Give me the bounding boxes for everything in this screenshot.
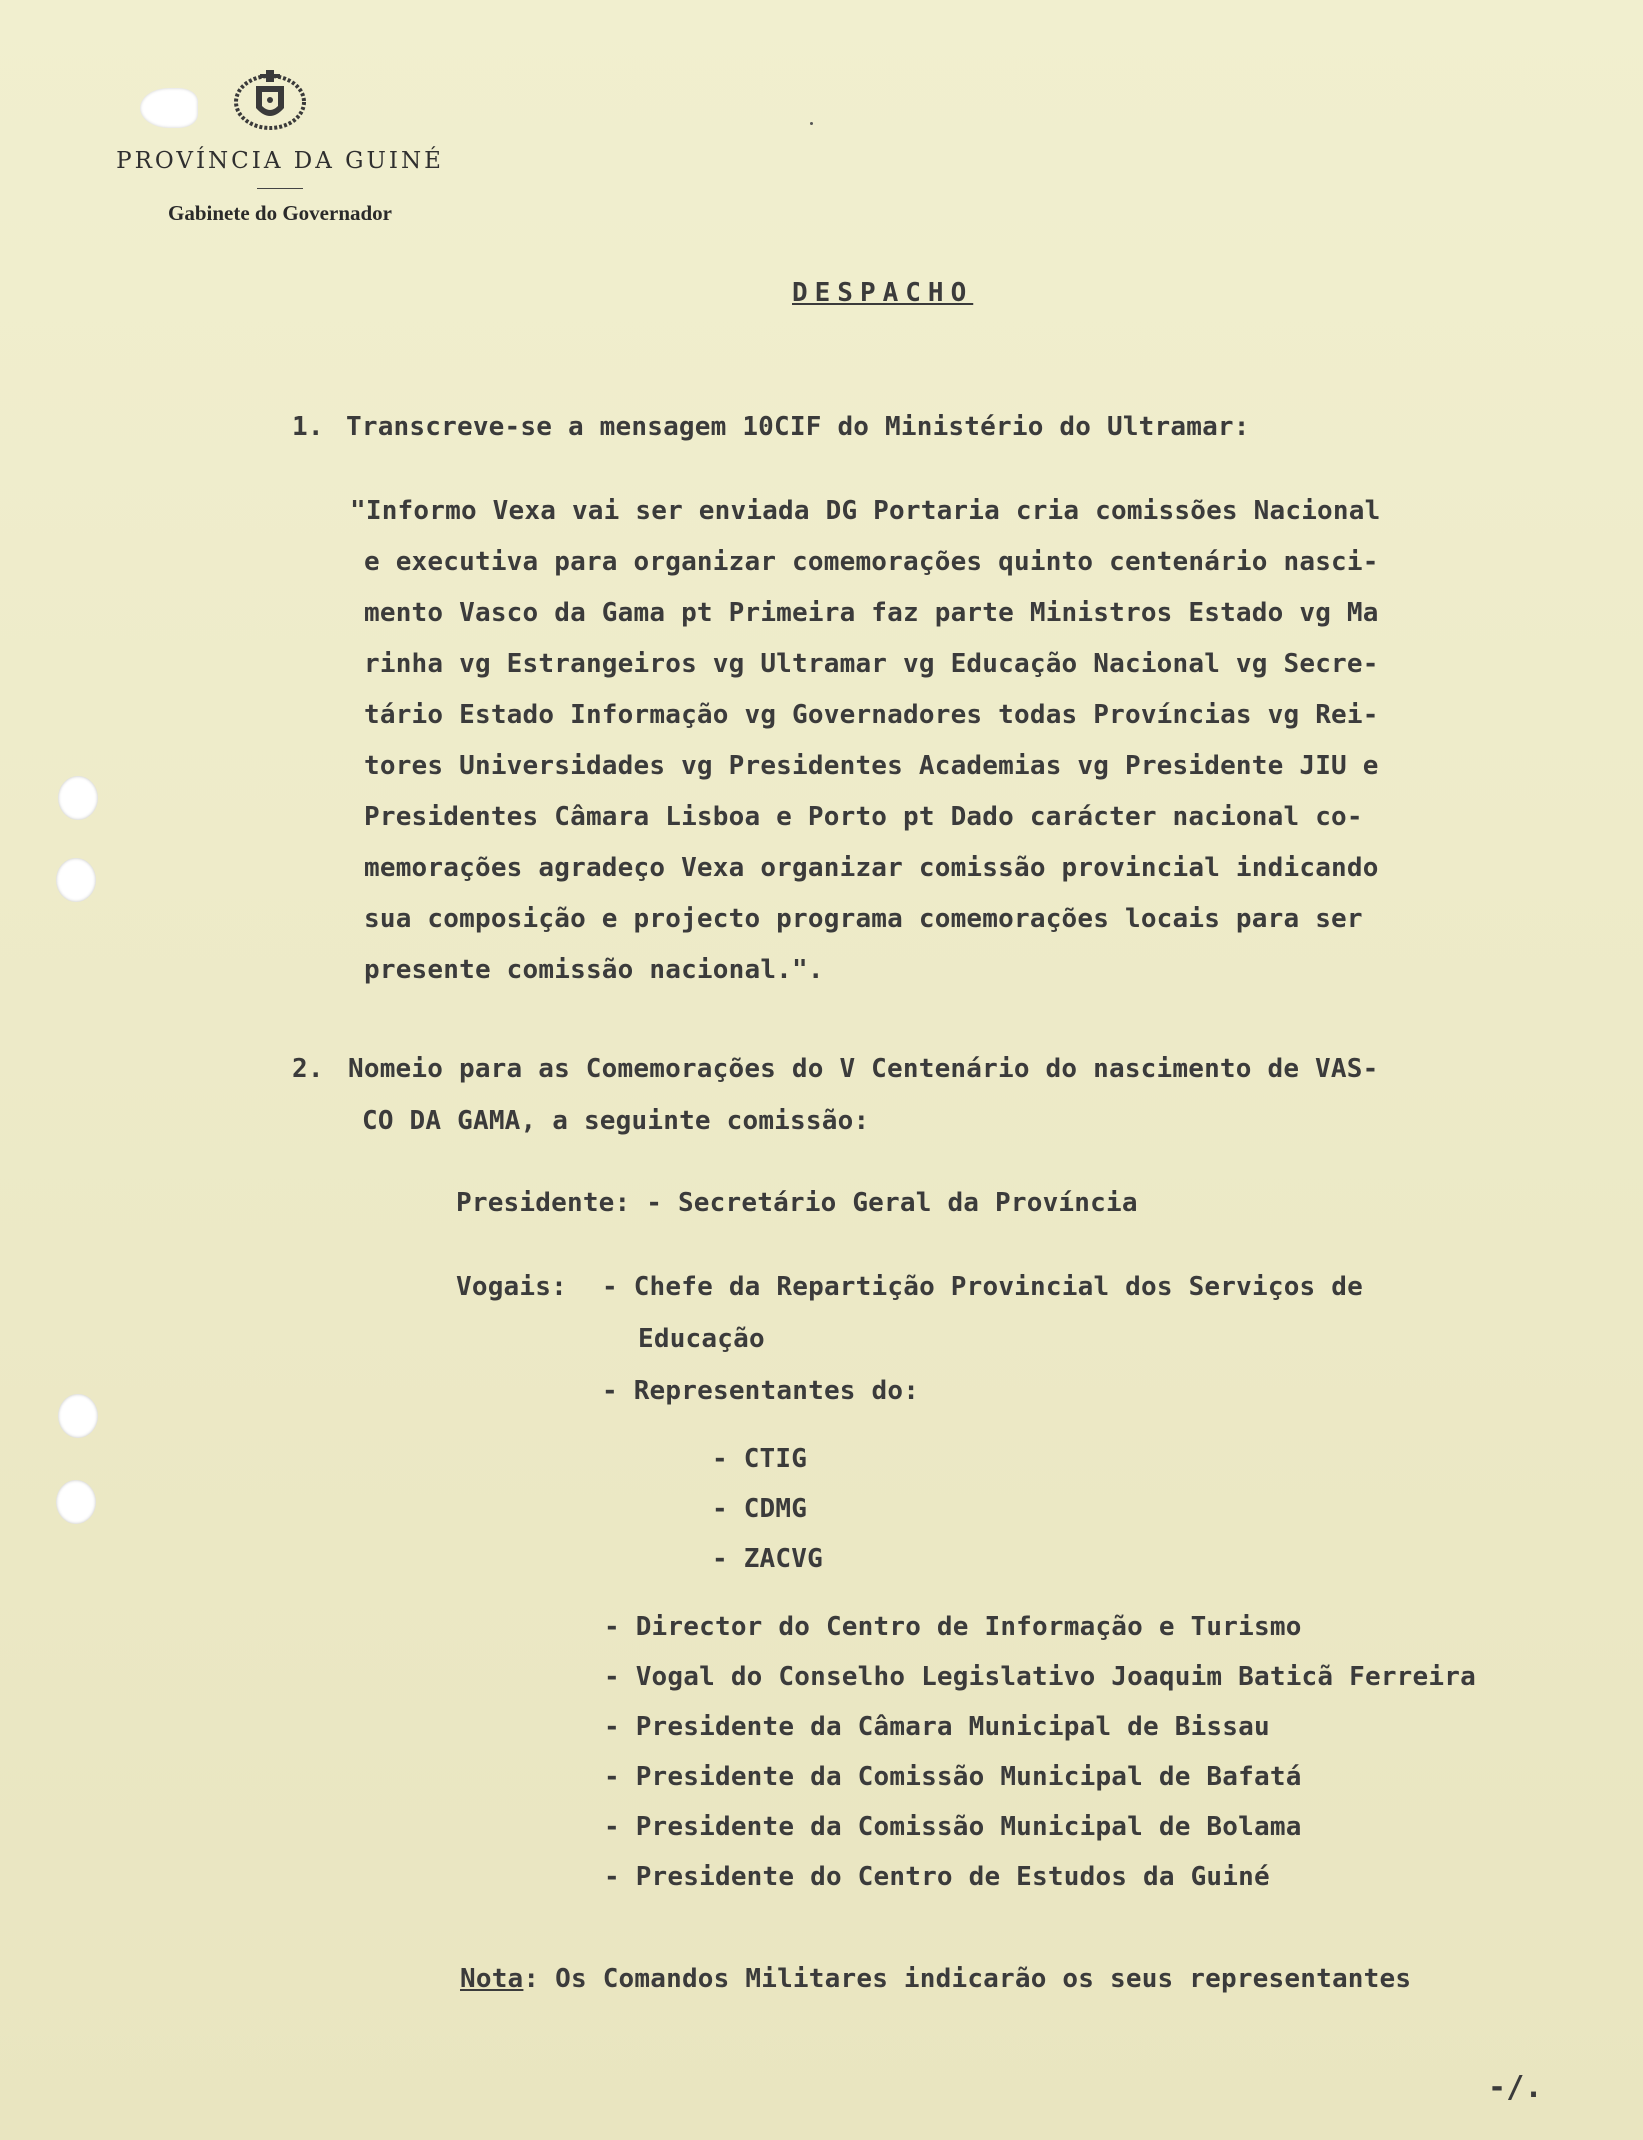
coat-of-arms-icon [222,62,318,138]
quote-line: rinha vg Estrangeiros vg Ultramar vg Educação Nacional vg Secre- [364,649,1379,679]
rep-item: - CDMG [712,1494,808,1524]
document-title: DESPACHO [792,278,974,308]
note [460,1964,1411,1994]
vogais-label: Vogais: [456,1272,567,1302]
item-2-line-1: Nomeio para as Comemorações do V Centenário do nascimento de VAS- [348,1054,1379,1084]
quote-line: tores Universidades vg Presidentes Academias vg Presidente JIU e [364,751,1379,781]
note-label: Nota [460,1964,524,1994]
rep-item: - CTIG [712,1444,808,1474]
president-line: Presidente: - Secretário Geral da Província [456,1188,1138,1218]
office-name: Gabinete do Governador [168,201,392,225]
punch-hole [56,1480,96,1524]
member-line: - Vogal do Conselho Legislativo Joaquim Baticã Ferreira [604,1662,1476,1692]
punch-hole [58,1394,98,1438]
quote-line: "Informo Vexa vai ser enviada DG Portaria cria comissões Nacional [350,496,1381,526]
quote-line: e executiva para organizar comemorações quinto centenário nasci- [364,547,1379,577]
quote-line: memorações agradeço Vexa organizar comissão provincial indicando [364,853,1379,883]
continuation-mark: -/. [1488,2070,1543,2105]
quote-line: Presidentes Câmara Lisboa e Porto pt Dado carácter nacional co- [364,802,1363,832]
member-line: - Presidente da Comissão Municipal de Bolama [604,1812,1302,1842]
item-2-number: 2. [292,1054,324,1084]
note-text: : Os Comandos Militares indicarão os seus representantes [523,1964,1412,1994]
letterhead [40,148,520,226]
member-line: - Presidente do Centro de Estudos da Guiné [604,1862,1270,1892]
punch-hole [58,776,98,820]
item-1-number: 1. [292,412,324,442]
letterhead-divider [257,188,303,189]
item-1-text: Transcreve-se a mensagem 10CIF do Ministério do Ultramar: [346,412,1250,442]
quote-line: mento Vasco da Gama pt Primeira faz parte Ministros Estado vg Ma [364,598,1379,628]
province-name: PROVÍNCIA DA GUINÉ [116,148,444,174]
quote-line: sua composição e projecto programa comemorações locais para ser [364,904,1363,934]
representantes-line: - Representantes do: [602,1376,920,1406]
punch-hole [56,858,96,902]
quote-line: presente comissão nacional.". [364,955,824,985]
vogais-first-member: - Chefe da Repartição Provincial dos Serviços de [602,1272,1363,1302]
rep-item: - ZACVG [712,1544,823,1574]
quote-line: tário Estado Informação vg Governadores todas Províncias vg Rei- [364,700,1379,730]
member-line: - Director do Centro de Informação e Turismo [604,1612,1302,1642]
item-2-line-2: CO DA GAMA, a seguinte comissão: [362,1106,870,1136]
torn-corner [140,88,198,128]
member-line: - Presidente da Comissão Municipal de Bafatá [604,1762,1302,1792]
paper-speck [810,122,813,125]
member-line: - Presidente da Câmara Municipal de Bissau [604,1712,1270,1742]
vogais-first-member-cont: Educação [638,1324,765,1354]
